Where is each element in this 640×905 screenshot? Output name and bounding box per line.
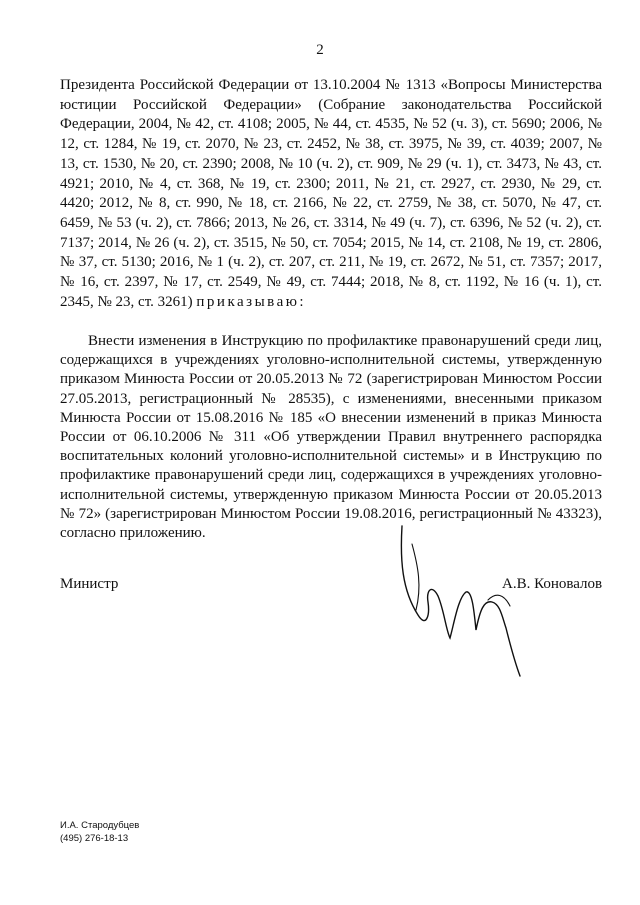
preamble-paragraph: [60, 76, 602, 312]
executor-phone: (495) 276-18-13: [60, 833, 129, 844]
order-word: приказываю:: [196, 293, 307, 310]
body-paragraph: Внести изменения в Инструкцию по профилактике правонарушений среди лиц, содержащихся в учреждениях уголовно-исполнительной системы, утвержденную приказом Минюста России от 20.05.2013 № 72 (зарегистрирован Минюстом России 27.05.2013, регистрационный № 28535), с изменениями, внесенными приказом Минюста России от 15.08.2016 № 185 «О внесении изменений в приказ Минюста России от 06.10.2006 № 311 «Об утверждении Правил внутреннего распорядка воспитательных колоний уголовно-исполнительной системы» и в Инструкцию по профилактике правонарушений среди лиц, содержащихся в учреждениях уголовно-исполнительной системы, утвержденную приказом Минюста России от 20.05.2013 № 72» (зарегистрирован Минюстом России 19.08.2016, регистрационный № 43323), согласно приложению.: [60, 333, 602, 542]
signatory-name: А.В. Коновалов: [502, 576, 603, 592]
signatory-title: Министр: [60, 576, 119, 592]
handwritten-signature: [388, 520, 538, 680]
page-number: 2: [316, 42, 324, 58]
preamble-text: Президента Российской Федерации от 13.10.2004 № 1313 «Вопросы Министерства юстиции Российской Федерации» (Собрание законодательства Российской Федерации, 2004, № 42, ст. 4108; 2005, № 44, ст. 4535, № 52 (ч. 3), ст. 5690; 2006, № 12, ст. 1284, № 19, ст. 2070, № 23, ст. 2452, № 38, ст. 3975, № 39, ст. 4039; 2007, № 13, ст. 1530, № 20, ст. 2390; 2008, № 10 (ч. 2), ст. 909, № 29 (ч. 1), ст. 3473, № 43, ст. 4921; 2010, № 4, ст. 368, № 19, ст. 2300; 2011, № 21, ст. 2927, ст. 2930, № 29, ст. 4420; 2012, № 8, ст. 990, № 18, ст. 2166, № 22, ст. 2759, № 38, ст. 5070, № 47, ст. 6459, № 53 (ч. 2), ст. 7866; 2013, № 26, ст. 3314, № 49 (ч. 7), ст. 6396, № 52 (ч. 2), ст. 7137; 2014, № 26 (ч. 2), ст. 3515, № 50, ст. 7054; 2015, № 14, ст. 2108, № 19, ст. 2806, № 37, ст. 5130; 2016, № 1 (ч. 2), ст. 207, ст. 211, № 19, ст. 2672, № 51, ст. 7357; 2017, № 16, ст. 2397, № 17, ст. 2549, № 49, ст. 7444; 2018, № 8, ст. 1192, № 16 (ч. 1), ст. 2345, № 23, ст. 3261): [60, 77, 602, 310]
executor-name: И.А. Стародубцев: [60, 820, 140, 831]
